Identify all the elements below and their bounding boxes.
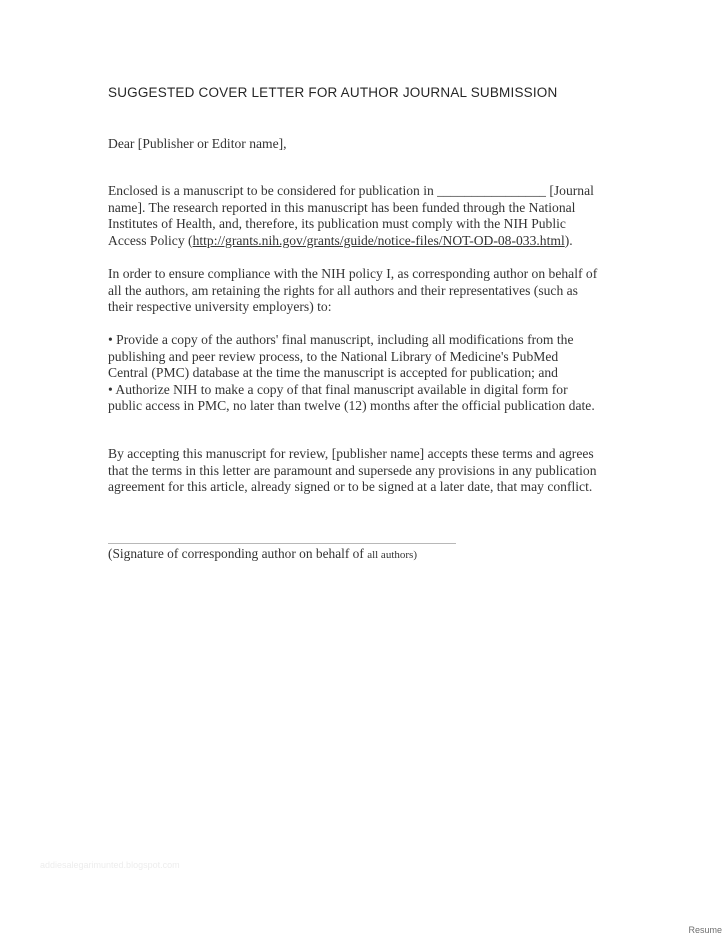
- paragraph-line: agreement for this article, already signed or to be signed at a later date, that may conflict.: [108, 479, 593, 494]
- paragraph-enclosed-manuscript: [108, 183, 594, 249]
- paragraph-line: [108, 233, 594, 250]
- paragraph-rights-list: [108, 332, 595, 415]
- signature-caption: [108, 546, 417, 562]
- list-item-line: publishing and peer review process, to the National Library of Medicine's PubMed: [108, 348, 559, 364]
- signature-line: [108, 543, 456, 544]
- policy-prefix: Access Policy (: [108, 232, 193, 248]
- watermark: addiesalegarimunted.blogspot.com: [40, 860, 180, 870]
- signature-caption-main: (Signature of corresponding author on behalf of: [108, 546, 368, 561]
- letter-title: SUGGESTED COVER LETTER FOR AUTHOR JOURNAL SUBMISSION: [108, 85, 558, 100]
- nih-policy-link[interactable]: http://grants.nih.gov/grants/guide/notice-files/NOT-OD-08-033.html: [192, 232, 565, 248]
- list-item-line: • Provide a copy of the authors' final manuscript, including all modifications from the: [108, 332, 574, 347]
- paragraph-line: By accepting this manuscript for review, [publisher name] accepts these terms and agrees: [108, 446, 594, 461]
- corner-tag: Resume: [688, 925, 722, 935]
- paragraph-line: In order to ensure compliance with the NIH policy I, as corresponding author on behalf of: [108, 266, 598, 281]
- paragraph-line: all the authors, am retaining the rights for all authors and their representatives (such as: [108, 282, 578, 298]
- list-item-line: • Authorize NIH to make a copy of that final manuscript available in digital form for: [108, 381, 568, 397]
- list-item-line: Central (PMC) database at the time the manuscript is accepted for publication; and: [108, 365, 558, 380]
- paragraph-line: Enclosed is a manuscript to be considered for publication in ________________ [Journal: [108, 183, 594, 198]
- list-item-line: public access in PMC, no later than twelve (12) months after the official publication date.: [108, 398, 595, 413]
- policy-suffix: ).: [564, 232, 573, 248]
- greeting: Dear [Publisher or Editor name],: [108, 136, 287, 151]
- paragraph-line: their respective university employers) to:: [108, 299, 332, 314]
- paragraph-line: that the terms in this letter are paramount and supersede any provisions in any publication: [108, 462, 597, 478]
- paragraph-compliance: [108, 266, 597, 316]
- signature-caption-small: all authors): [367, 549, 417, 561]
- paragraph-line: Institutes of Health, and, therefore, its publication must comply with the NIH Public: [108, 216, 566, 231]
- paragraph-line: name]. The research reported in this manuscript has been funded through the National: [108, 199, 576, 215]
- paragraph-acceptance-terms: [108, 446, 597, 496]
